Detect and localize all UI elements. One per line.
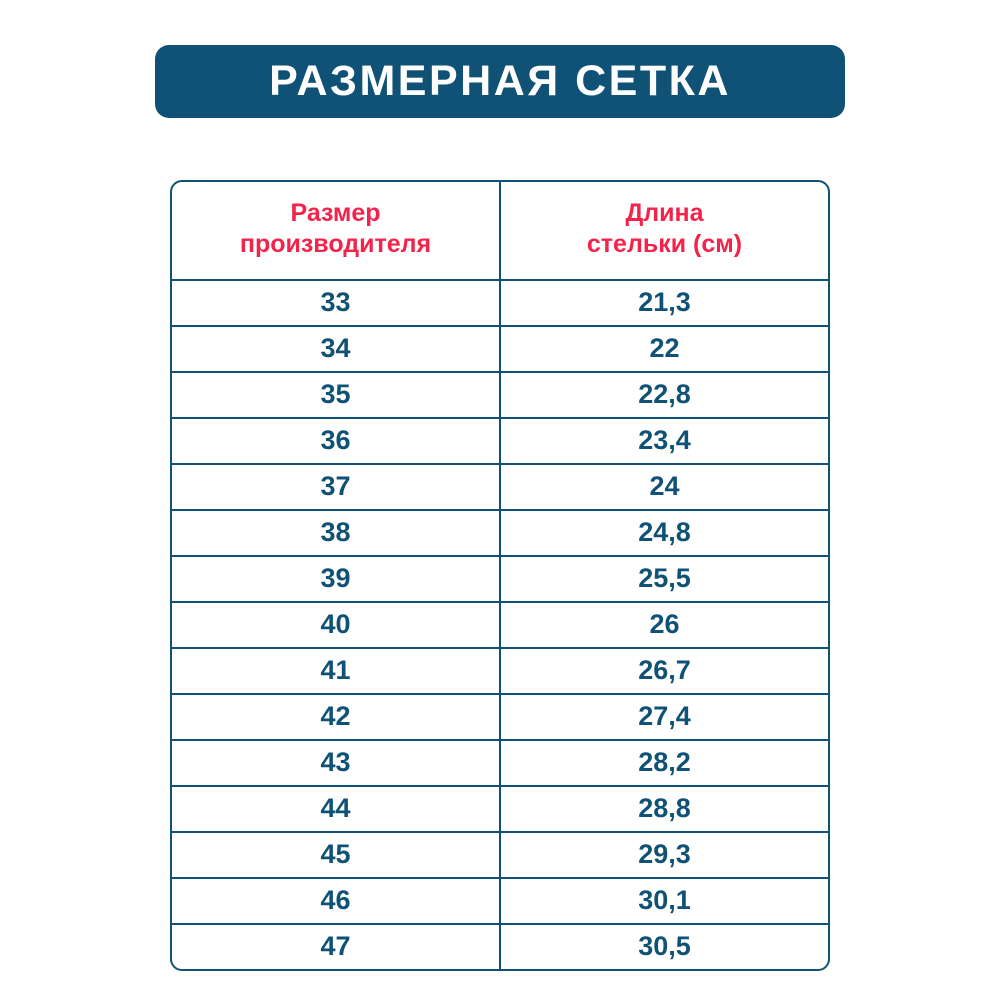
cell-length: 25,5 (500, 556, 828, 602)
cell-size: 34 (172, 326, 500, 372)
cell-length: 24 (500, 464, 828, 510)
cell-size: 33 (172, 280, 500, 326)
column-header-line-2: стельки (см) (586, 230, 743, 259)
column-header-line-1: Размер (290, 199, 381, 227)
cell-length: 22 (500, 326, 828, 372)
table-row (172, 326, 828, 372)
cell-size: 38 (172, 510, 500, 556)
cell-size: 46 (172, 878, 500, 924)
cell-length: 24,8 (500, 510, 828, 556)
table-row (172, 832, 828, 878)
column-header-manufacturer-size (172, 182, 500, 280)
table-row (172, 464, 828, 510)
cell-length: 26,7 (500, 648, 828, 694)
cell-length: 27,4 (500, 694, 828, 740)
cell-length: 21,3 (500, 280, 828, 326)
size-table-container (170, 180, 830, 971)
column-header-line-1: Длина (625, 199, 704, 227)
cell-length: 28,2 (500, 740, 828, 786)
table-row (172, 648, 828, 694)
table-row (172, 510, 828, 556)
cell-size: 37 (172, 464, 500, 510)
cell-length: 28,8 (500, 786, 828, 832)
cell-size: 40 (172, 602, 500, 648)
cell-size: 44 (172, 786, 500, 832)
table-row (172, 280, 828, 326)
table-header-row (172, 182, 828, 280)
column-header-insole-length (500, 182, 828, 280)
cell-size: 43 (172, 740, 500, 786)
table-row (172, 740, 828, 786)
table-row (172, 418, 828, 464)
cell-size: 36 (172, 418, 500, 464)
cell-size: 41 (172, 648, 500, 694)
cell-size: 35 (172, 372, 500, 418)
table-header (172, 182, 828, 280)
cell-length: 30,1 (500, 878, 828, 924)
cell-size: 45 (172, 832, 500, 878)
column-header-line-2: производителя (239, 230, 432, 259)
cell-length: 30,5 (638, 931, 691, 961)
table-row (172, 694, 828, 740)
table-row (172, 786, 828, 832)
page-title-banner (155, 45, 845, 118)
table-row (172, 372, 828, 418)
cell-length: 23,4 (500, 418, 828, 464)
cell-size: 42 (172, 694, 500, 740)
cell-size: 47 (172, 924, 500, 969)
table-row (172, 602, 828, 648)
page-title: РАЗМЕРНАЯ СЕТКА (269, 57, 731, 105)
cell-size: 39 (172, 556, 500, 602)
table-row (172, 878, 828, 924)
table-row (172, 924, 828, 969)
size-table (172, 182, 828, 969)
table-row (172, 556, 828, 602)
table-body (172, 280, 828, 969)
cell-length: 22,8 (500, 372, 828, 418)
cell-length: 29,3 (500, 832, 828, 878)
cell-length: 26 (500, 602, 828, 648)
